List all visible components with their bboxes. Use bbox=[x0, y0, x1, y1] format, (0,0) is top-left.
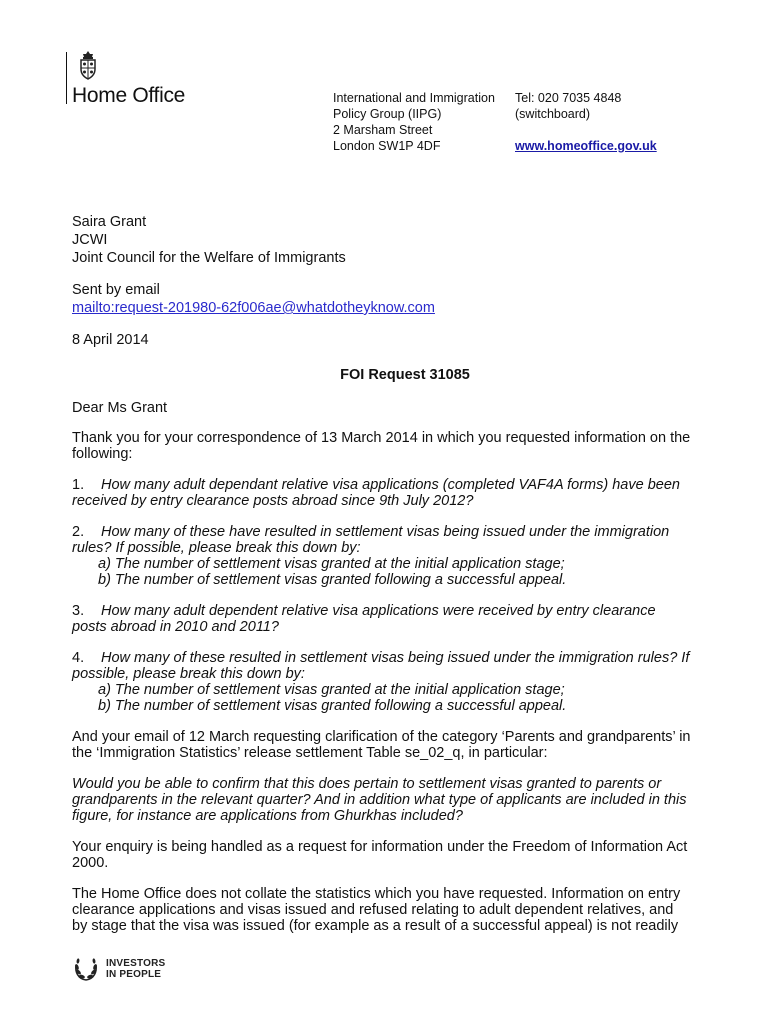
home-office-logo-text: Home Office bbox=[72, 84, 186, 107]
question-text: How many of these have resulted in settlement visas being issued under the immigration rules? If possible, please break this down by: bbox=[72, 524, 670, 556]
handling-paragraph: Your enquiry is being handled as a request for information under the Freedom of Information Act 2000. bbox=[72, 839, 688, 871]
address-line: Policy Group (IIPG) bbox=[333, 107, 442, 121]
question-subitem-a: a) The number of settlement visas granted at the initial application stage; bbox=[98, 682, 565, 698]
question-number: 4. bbox=[72, 650, 85, 666]
question-3 bbox=[72, 603, 692, 635]
investors-line: INVESTORS bbox=[106, 958, 166, 969]
intro-paragraph: Thank you for your correspondence of 13 March 2014 in which you requested information on the following: bbox=[72, 430, 691, 462]
address-line: London SW1P 4DF bbox=[333, 139, 441, 153]
investors-in-people-text bbox=[106, 958, 165, 980]
question-text: How many adult dependant relative visa applications (completed VAF4A forms) have been received by entry clearance posts abroad since 9th July 2012? bbox=[72, 477, 680, 509]
website-link[interactable]: www.homeoffice.gov.uk bbox=[515, 139, 657, 153]
question-4 bbox=[72, 650, 692, 714]
question-number: 1. bbox=[72, 477, 85, 493]
in-people-line: IN PEOPLE bbox=[106, 969, 162, 980]
subject-line: FOI Request 31085 bbox=[340, 367, 470, 383]
email-link[interactable]: mailto:request-201980-62f006ae@whatdotheyknow.com bbox=[72, 300, 435, 316]
letter-body bbox=[72, 430, 692, 949]
telephone: Tel: 020 7035 4848 bbox=[515, 91, 622, 105]
salutation: Dear Ms Grant bbox=[72, 400, 168, 416]
clarification-paragraph: And your email of 12 March requesting clarification of the category ‘Parents and grandparents’ in the ‘Immigration Statistics’ release settlement Table se_02_q, in particular: bbox=[72, 729, 691, 761]
question-text: How many of these resulted in settlement visas being issued under the immigration rules? If possible, please break this down by: bbox=[72, 650, 690, 682]
question-subitem-b: b) The number of settlement visas granted following a successful appeal. bbox=[98, 572, 567, 588]
question-subitem-a: a) The number of settlement visas granted at the initial application stage; bbox=[98, 556, 565, 572]
address-line: 2 Marsham Street bbox=[333, 123, 433, 137]
recipient-org: Joint Council for the Welfare of Immigrants bbox=[72, 250, 346, 266]
question-number: 2. bbox=[72, 524, 85, 540]
logo-divider bbox=[66, 52, 67, 104]
question-subitem-b: b) The number of settlement visas granted following a successful appeal. bbox=[98, 698, 567, 714]
investors-in-people-logo bbox=[72, 955, 172, 985]
question-number: 3. bbox=[72, 603, 85, 619]
clarification-question: Would you be able to confirm that this does pertain to settlement visas granted to parents or grandparents in the relevant quarter? And in addition what type of applicants are included in this figure, for instance are applications from Ghurkhas included? bbox=[72, 776, 687, 824]
sent-by-label: Sent by email bbox=[72, 282, 160, 298]
laurel-wreath-icon bbox=[72, 955, 100, 983]
recipient-address bbox=[72, 213, 346, 267]
contact-block bbox=[515, 90, 657, 154]
question-text: How many adult dependent relative visa applications were received by entry clearance posts abroad in 2010 and 2011? bbox=[72, 603, 656, 635]
letter-date: 8 April 2014 bbox=[72, 332, 149, 348]
question-2 bbox=[72, 524, 692, 588]
sender-address bbox=[333, 90, 495, 154]
question-1 bbox=[72, 477, 692, 509]
recipient-name: Saira Grant bbox=[72, 214, 147, 230]
switchboard-label: (switchboard) bbox=[515, 107, 591, 121]
royal-crest-icon bbox=[76, 50, 100, 82]
recipient-org-short: JCWI bbox=[72, 232, 108, 248]
sent-by-block bbox=[72, 281, 435, 317]
address-line: International and Immigration bbox=[333, 91, 495, 105]
response-paragraph: The Home Office does not collate the statistics which you have requested. Information on entry clearance applications and visas issued and refused relating to adult dependent relatives, and by stage that the visa was issued (for example as a result of a successful appeal) is not readily bbox=[72, 886, 681, 934]
